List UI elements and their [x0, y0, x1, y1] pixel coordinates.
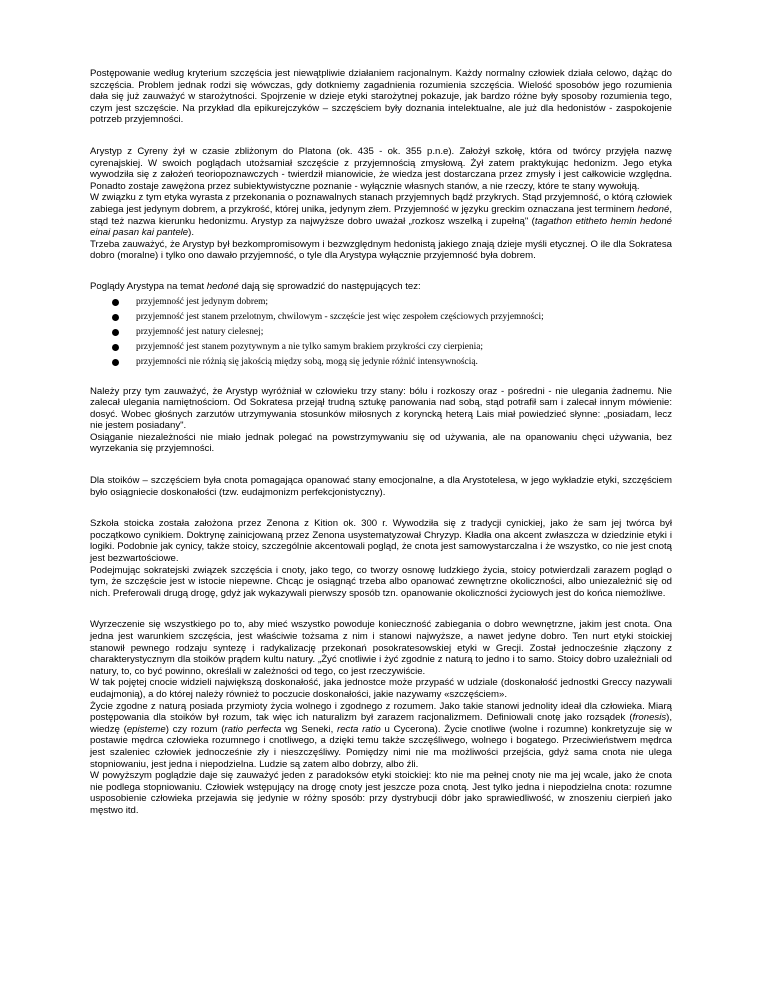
document-page [90, 68, 672, 817]
list-item: przyjemność jest stanem przelotnym, chwilowym - szczęście jest więc zespołem częściowych przyjemności; [90, 310, 672, 325]
bullet-icon [112, 359, 119, 366]
bullet-icon [112, 299, 119, 306]
paragraph-perfection: W tak pojętej cnocie widzieli największą doskonałość, jaka jednostce może przypaść w udziale (doskonałość jednostki Greccy nazywali eudajmonią), a do której należy również to poczucie doskonałości, jakie nazywamy «szczęściem». [90, 677, 672, 700]
paragraph-hedonism: W związku z tym etyka wyrasta z przekonania o poznawalnych stanach przyjemnych bądź przykrych. Stąd przyjemność, o którą człowiek zabiega jest jedynym dobrem, a przykrość, której unika, jedynym złem. Przyjemność w języku greckim oznaczana jest terminem hedoné, stąd też nazwa kierunku hedonizmu. Arystyp za najwyższe dobro uważał „rozkosz wszelką i zupełną" (tagathon etitheto hemin hedoné einai pasan kai pantele). [90, 192, 672, 239]
bullet-icon [112, 329, 119, 336]
paragraph-independence: Osiąganie niezależności nie miało jednak polegać na powstrzymywaniu się od używania, ale na opanowaniu chęci używania, bez wyrzekania się przyjemności. [90, 431, 672, 455]
paragraph-sokrates: Trzeba zauważyć, że Arystyp był bezkompromisowym i bezwzględnym hedonistą jakiego znają dzieje myśli etycznej. O ile dla Sokratesa dobro (moralne) i tylko ono dawało przyjemność, o tyle dla Arystypa wyłącznie przyjemność była dobrem. [90, 238, 672, 262]
theses-list [90, 295, 672, 370]
paragraph-socratic-link: Podejmując sokratejski związek szczęścia i cnoty, jako tego, co tworzy osnowę ludzkiego życia, stoicy potwierdzali zarazem pogląd o tym, że szczęście jest w istocie niepewne. Chcąc je osiągnąć trzeba albo opanować zewnętrzne okoliczności, albo uniezależnić się od nich. Preferowali drugą drogę, gdyż jak wykazywali pierwszy sposób tzn. opanowanie okoliczności życiowych jest do końca niemożliwe. [90, 564, 672, 599]
list-item: przyjemność jest stanem pozytywnym a nie tylko samym brakiem przykrości czy cierpienia; [90, 340, 672, 355]
paragraph-intro: Postępowanie według kryterium szczęścia jest niewątpliwie działaniem racjonalnym. Każdy normalny człowiek działa celowo, dążąc do szczęścia. Problem jednak rodzi się wówczas, gdy dotkniemy zagadnienia rozumienia szczęścia. Wielość sposobów jego rozumienia dała się już zauważyć w starożytności. Spojrzenie w dzieje etyki starożytnej pokazuje, jak bardzo różne były sposoby rozumienia tego, czym jest szczęście. Na przykład dla epikurejczyków – szczęściem były doznania intelektualne, ale już dla hedonistów - zaspokojenie potrzeb przyjemności. [90, 68, 672, 126]
bullet-icon [112, 314, 119, 321]
paragraph-stoics-intro: Dla stoików – szczęściem była cnota pomagająca opanować stany emocjonalne, a dla Arystotelesa, w jego wykładzie etyki, szczęściem było osiągniecie doskonałości (tzw. eudajmonizm perfekcjonistyczny). [90, 475, 672, 498]
paragraph-arystyp: Arystyp z Cyreny żył w czasie zbliżonym do Platona (ok. 435 - ok. 355 p.n.e). Założył szkołę, która od twórcy przyjęła nazwę cyrenajskiej. W swoich poglądach utożsamiał szczęście z przyjemnością zmysłową. Żył zatem praktykując hedonizm. Jego etyka wywodziła się z założeń teoriopoznawczych - twierdził mianowicie, że wiedza jest dostarczana przez zmysły i jest całkowicie względna. Ponadto zostaje zawężona przez subiektywistyczne poznanie - wyłącznie własnych stanów, a nie rzeczy, które te stany wywołują. [90, 145, 672, 192]
paragraph-renunciation: Wyrzeczenie się wszystkiego po to, aby mieć wszystko powoduje konieczność zabiegania o dobro wewnętrzne, jakim jest cnota. Ona jedna jest warunkiem szczęścia, jest właściwie tożsama z nim i stanowi najwyższe, a nawet jedyne dobro. Ten nurt etyki stoickiej stanowił pewnego rodzaju syntezę i radykalizację przekonań posokratesowskiej etyki w Grecji. Został jednocześnie złączony z charakterystycznym dla stoików prądem kultu natury. „Żyć cnotliwie i żyć zgodnie z naturą to jedno i to samo. Stoicy dobro uzależniali od natury, to, co być powinno, określali w zależności od tego, co jest rzeczywiście. [90, 619, 672, 677]
paragraph-paradox: W powyższym poglądzie daje się zauważyć jeden z paradoksów etyki stoickiej: kto nie ma pełnej cnoty nie ma jej wcale, jako że cnota nie podlega stopniowaniu. Człowiek wstępujący na drogę cnoty jest jeszcze poza cnotą. Jest tylko jedna i niepodzielna cnota: rozumne usposobienie człowieka przejawia się jedynie w różny sposób: przy dystrybucji dóbr jako sprawiedliwość, w znoszeniu cierpień jako męstwo itd. [90, 770, 672, 816]
paragraph-theses-intro: Poglądy Arystypa na temat hedoné dają się sprowadzić do następujących tez: [90, 280, 421, 292]
list-item: przyjemności nie różnią się jakością między sobą, mogą się jedynie różnić intensywnością. [90, 355, 672, 370]
paragraph-three-states: Należy przy tym zauważyć, że Arystyp wyróżniał w człowieku trzy stany: bólu i rozkoszy oraz - pośredni - nie ulegania żadnemu. Nie zalecał ulegania namiętnościom. Od Sokratesa przejął trudną sztukę panowania nad sobą, stąd potrafił sam i zalecał innym mówienie: dosyć. Wobec głośnych zarzutów utrzymywania stosunków miłosnych z koryncką heterą Lais miał powiedzieć słynne: „posiadam, lecz nie jestem posiadany". [90, 385, 672, 432]
bullet-icon [112, 344, 119, 351]
paragraph-stoic-school: Szkoła stoicka została założona przez Zenona z Kition ok. 300 r. Wywodziła się z tradycji cynickiej, jako że sam jej twórca był początkowo cynikiem. Doktrynę zainicjowaną przez Zenona usystematyzował Chryzyp. Kładła ona akcent zwłaszcza w dziedzinie etyki i logiki. Podobnie jak cynicy, także stoicy, szczególnie akcentowali pogląd, że cnota jest samowystarczalna i że wszystko, co nie jest cnotą jest bezwartościowe. [90, 518, 672, 565]
paragraph-life-nature: Życie zgodne z naturą posiada przymioty życia wolnego i zgodnego z rozumem. Jako takie stanowi jednolity ideał dla człowieka. Miarą postępowania dla stoików był rozum, tak więc ich naturalizm był zarazem racjonalizmem. Definiowali cnotę jako rozsądek (fronesis), wiedzę (episteme) czy rozum (ratio perfecta wg Seneki, recta ratio u Cycerona). Życie cnotliwe (wolne i rozumne) konkretyzuje się w postawie mędrca człowieka rozumnego i cnotliwego, a dzięki temu także szczęśliwego, wolnego i bogatego. Przeciwieństwem mędrca jest szaleniec człowiek jednocześnie zły i nieszczęśliwy. Pomiędzy nimi nie ma możliwości przejścia, gdyż sama cnota nie ulega stopniowaniu, jest jedna i niepodzielna. Ludzie są zatem albo dobrzy, albo źli. [90, 700, 672, 770]
list-item: przyjemność jest natury cielesnej; [90, 325, 672, 340]
list-item: przyjemność jest jedynym dobrem; [90, 295, 672, 310]
